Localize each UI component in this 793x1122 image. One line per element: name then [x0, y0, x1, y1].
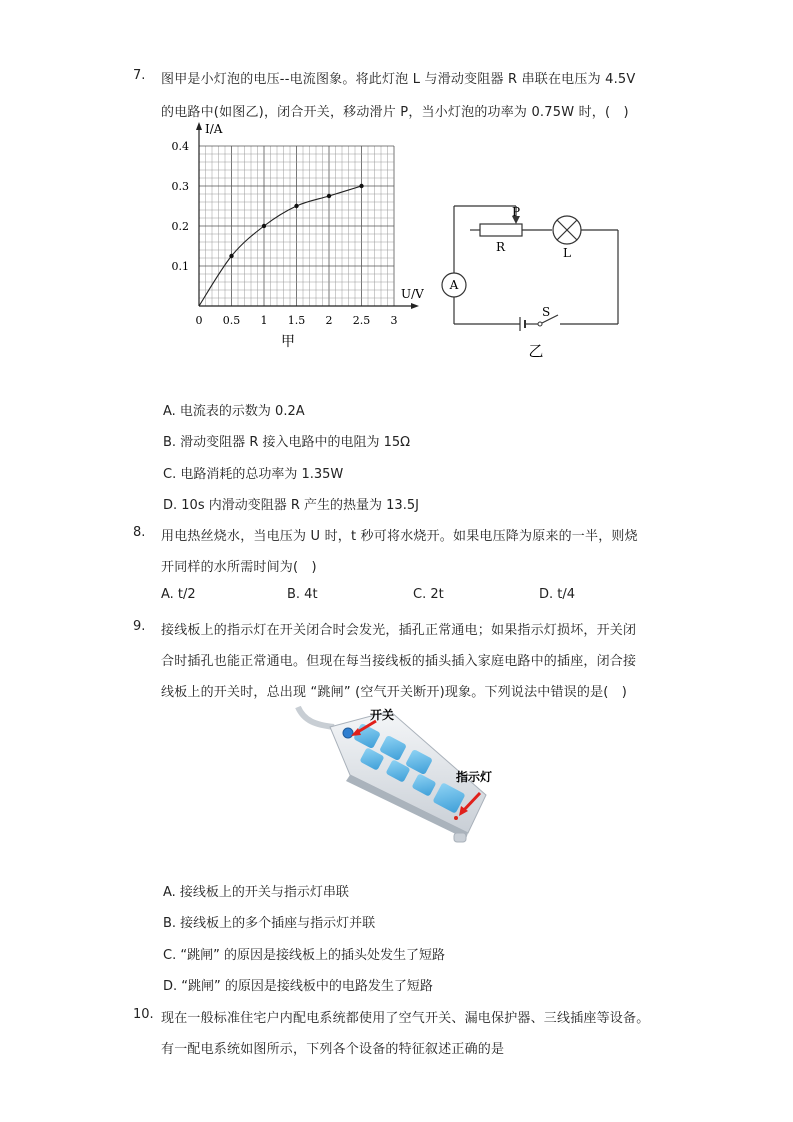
power-cable	[298, 707, 334, 727]
rheostat-R	[480, 224, 522, 236]
q8-option-c[interactable]: C. 2t	[413, 587, 444, 602]
question-9-stem-line-1: 接线板上的指示灯在开关闭合时会发光，插孔正常通电；如果指示灯损坏，开关闭	[161, 623, 637, 638]
data-point	[294, 204, 298, 208]
y-tick-label: 0.4	[171, 140, 189, 153]
ammeter-label-A: A	[449, 278, 459, 292]
q9-option-a[interactable]: A. 接线板上的开关与指示灯串联	[163, 885, 349, 900]
question-7-number: 7.	[133, 68, 146, 83]
data-point	[327, 194, 331, 198]
x-tick-label: 3	[390, 314, 398, 327]
power-strip-photo	[290, 705, 510, 850]
question-8-number: 8.	[133, 525, 146, 540]
question-9-number: 9.	[133, 619, 146, 634]
x-tick-label: 1.5	[287, 314, 306, 327]
data-point	[262, 224, 266, 228]
hanger-tab	[454, 833, 466, 842]
q7-option-d[interactable]: D. 10s 内滑动变阻器 R 产生的热量为 13.5J	[163, 498, 419, 513]
y-tick-labels	[172, 140, 190, 273]
x-tick-label: 2.5	[352, 314, 371, 327]
question-9-stem-line-2: 合时插孔也能正常通电。但现在每当接线板的插头插入家庭电路中的插座，闭合接	[161, 654, 637, 669]
indicator-callout-label: 指示灯	[456, 770, 493, 784]
q7-option-a[interactable]: A. 电流表的示数为 0.2A	[163, 404, 305, 419]
q8-option-b[interactable]: B. 4t	[287, 587, 318, 602]
y-tick-label: 0.3	[171, 180, 189, 193]
x-axis-label: U/V	[401, 287, 424, 301]
q9-option-c[interactable]: C. “跳闸” 的原因是接线板上的插头处发生了短路	[163, 948, 445, 963]
q9-option-d[interactable]: D. “跳闸” 的原因是接线板中的电路发生了短路	[163, 979, 433, 994]
question-9-stem-line-3: 线板上的开关时，总出现 “跳闸” (空气开关断开)现象。下列说法中错误的是( )	[161, 685, 628, 700]
question-8-stem-line-2: 开同样的水所需时间为( )	[161, 560, 317, 575]
y-axis-label: I/A	[205, 122, 223, 136]
x-tick-label: 0.5	[222, 314, 241, 327]
current-voltage-graph	[165, 118, 430, 358]
lamp-label-L: L	[563, 246, 571, 260]
switch-callout-label: 开关	[370, 708, 395, 722]
question-8-stem-line-1: 用电热丝烧水，当电压为 U 时，t 秒可将水烧开。如果电压降为原来的一半，则烧	[161, 529, 638, 544]
q8-option-a[interactable]: A. t/2	[161, 587, 196, 602]
x-tick-label: 2	[325, 314, 333, 327]
x-tick-labels	[196, 314, 398, 327]
slider-label-P: P	[512, 205, 521, 219]
graph-grid	[199, 146, 394, 306]
question-10-stem-line-2: 有一配电系统如图所示，下列各个设备的特征叙述正确的是	[161, 1042, 505, 1057]
y-tick-label: 0.2	[171, 220, 189, 233]
y-tick-label: 0.1	[171, 260, 189, 273]
circuit-caption: 乙	[528, 342, 544, 360]
graph-caption: 甲	[281, 334, 295, 350]
iv-curve	[199, 186, 362, 306]
question-10-number: 10.	[133, 1007, 154, 1022]
data-point	[359, 184, 363, 188]
question-7-stem-line-2: 的电路中(如图乙)，闭合开关，移动滑片 P，当小灯泡的功率为 0.75W 时，( )	[161, 105, 629, 120]
indicator-light	[454, 816, 458, 820]
x-axis-arrow	[411, 303, 419, 309]
question-7-stem-line-1: 图甲是小灯泡的电压--电流图象。将此灯泡 L 与滑动变阻器 R 串联在电压为 4.5V	[161, 72, 636, 87]
circuit-diagram	[430, 195, 630, 365]
q7-option-c[interactable]: C. 电路消耗的总功率为 1.35W	[163, 467, 344, 482]
graph-axes	[196, 122, 419, 309]
q8-option-d[interactable]: D. t/4	[539, 587, 576, 602]
switch-label-S: S	[542, 305, 551, 319]
q7-option-b[interactable]: B. 滑动变阻器 R 接入电路中的电阻为 15Ω	[163, 435, 411, 450]
q9-option-b[interactable]: B. 接线板上的多个插座与指示灯并联	[163, 916, 376, 931]
x-tick-label: 0	[195, 314, 203, 327]
x-tick-label: 1	[260, 314, 268, 327]
data-point	[229, 254, 233, 258]
y-axis-arrow	[196, 122, 202, 130]
switch-pivot	[538, 322, 542, 326]
rheostat-label-R: R	[496, 240, 506, 254]
question-10-stem-line-1: 现在一般标准住宅户内配电系统都使用了空气开关、漏电保护器、三线插座等设备。	[161, 1011, 650, 1026]
switch-button	[343, 728, 353, 738]
